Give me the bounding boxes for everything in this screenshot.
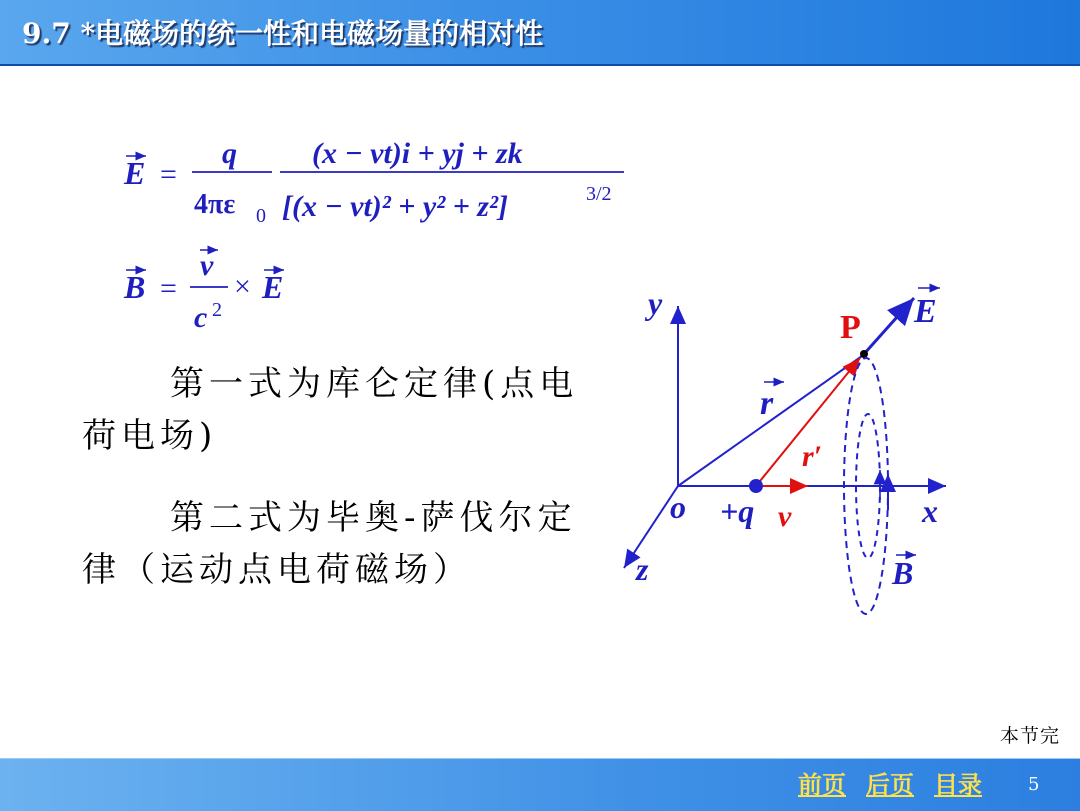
b-num: v [200,249,214,282]
origin-label: o [670,489,686,525]
z-axis-label: z [636,551,649,587]
prev-page-link[interactable]: 前页 [798,770,846,799]
toc-link[interactable]: 目录 [934,770,982,799]
e-field-label: E [914,293,937,330]
velocity-label: v [778,500,792,533]
e-coef-den-sub: 0 [256,205,266,227]
page-number: 5 [1028,774,1040,795]
field-diagram [624,285,946,614]
b-den: c [194,301,208,334]
charge-dot [749,479,763,493]
paragraph-coulomb: 第一式为库仑定律(点电荷电场) [82,364,579,456]
e-frac-num: (x − vt)i + yj + zk [312,137,523,170]
e-lhs: E [124,155,146,191]
e-field-equation [123,137,624,227]
x-axis-label: x [922,493,938,529]
b-equals: = [160,272,177,305]
e-frac-den-exp: 3/2 [586,183,612,205]
y-axis-label: y [648,285,663,321]
e-frac-den: [(x − vt)² + y² + z²] [282,190,508,223]
e-coef-den: 4πε [194,189,236,220]
b-den-exp: 2 [212,299,222,321]
section-end-note: 本节完 [1000,725,1061,747]
b-field-label: B [892,555,914,591]
charge-label: +q [720,493,755,529]
paragraph-biot-savart: 第二式为毕奥-萨伐尔定律（运动点电荷磁场） [82,498,577,590]
vector-r-label: r [760,385,774,422]
b-times: × [234,270,251,303]
e-equals: = [160,158,177,191]
next-page-link[interactable]: 后页 [866,770,914,799]
footer-bar [0,758,1080,811]
page-title: 9.7 *电磁场的统一性和电磁场量的相对性 [22,17,544,50]
b-lhs: B [124,269,146,305]
point-p-dot [860,350,868,358]
e-vector-line [864,298,914,354]
vector-r-prime-label: r′ [802,440,823,473]
point-p-label: P [840,309,861,346]
e-coef-num: q [222,137,237,170]
b-rhs: E [262,269,284,305]
b-field-equation [123,249,284,334]
